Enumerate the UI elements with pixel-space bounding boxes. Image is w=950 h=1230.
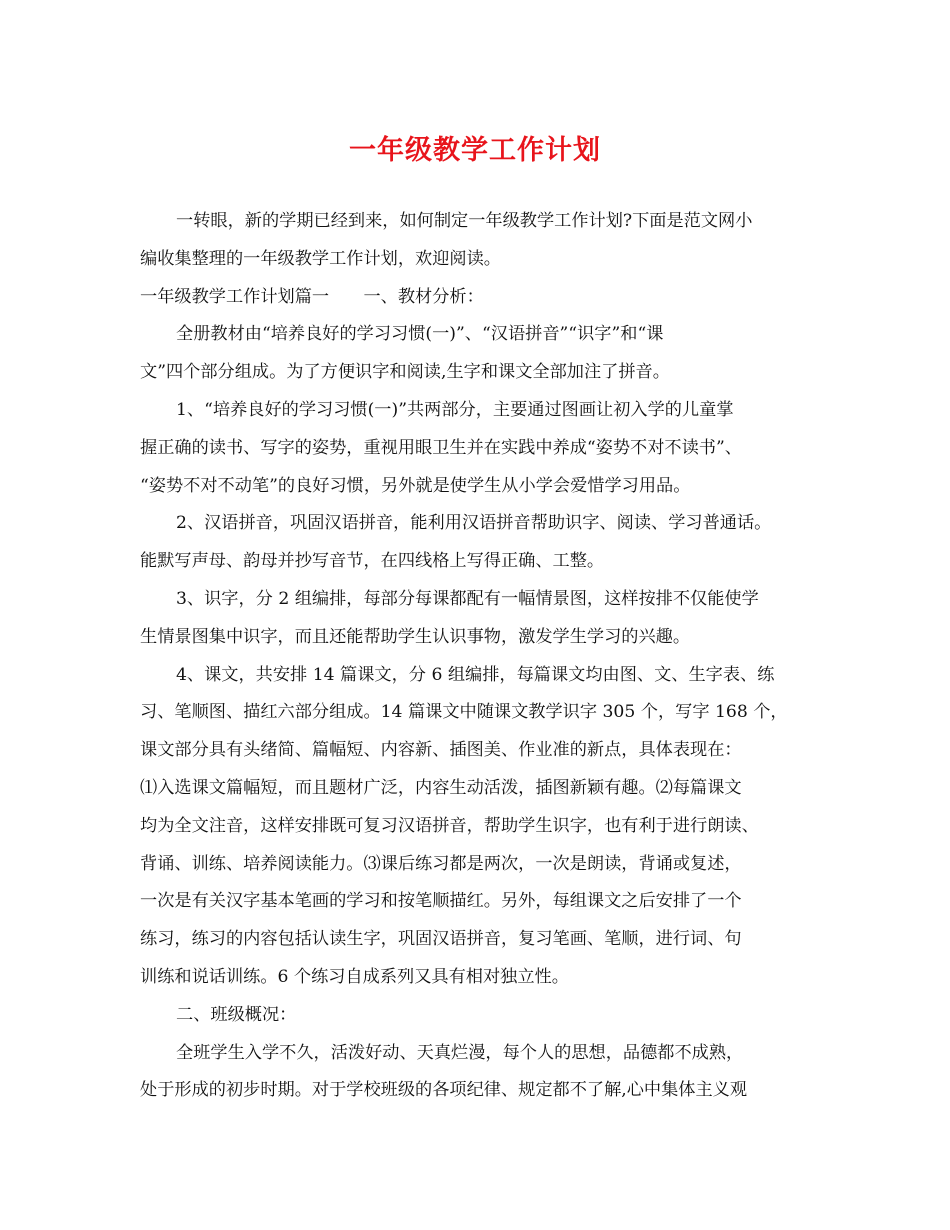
text-line: 处于形成的初步时期。对于学校班级的各项纪律、规定都不了解,心中集体主义观	[140, 1080, 748, 1101]
text-line: ⑴入选课文篇幅短，而且题材广泛，内容生动活泼，插图新颖有趣。⑵每篇课文	[140, 777, 742, 798]
text-line: 4、课文，共安排 14 篇课文，分 6 组编排，每篇课文均由图、文、生字表、练	[176, 664, 775, 685]
document-title: 一年级教学工作计划	[349, 135, 601, 166]
text-line: 文”四个部分组成。为了方便识字和阅读,生字和课文全部加注了拼音。	[140, 362, 670, 383]
text-line: 练习，练习的内容包括认读生字，巩固汉语拼音，复习笔画、笔顺，进行词、句	[140, 929, 742, 950]
text-line: 全班学生入学不久，活泼好动、天真烂漫，每个人的思想，品德都不成熟，	[176, 1042, 744, 1063]
text-line: 课文部分具有头绪简、篇幅短、内容新、插图美、作业准的新点，具体表现在：	[140, 740, 742, 761]
text-line: 握正确的读书、写字的姿势，重视用眼卫生并在实践中养成“姿势不对不读书”、	[140, 437, 742, 458]
text-line: 1、“培养良好的学习习惯(一)”共两部分，主要通过图画让初入学的儿童掌	[176, 399, 734, 420]
text-line: 均为全文注音，这样安排既可复习汉语拼音，帮助学生识字，也有利于进行朗读、	[140, 815, 759, 836]
text-line: 训练和说话训练。6 个练习自成系列又具有相对独立性。	[140, 966, 569, 987]
document-body	[140, 203, 814, 1110]
text-line: “姿势不对不动笔”的良好习惯，另外就是使学生从小学会爱惜学习用品。	[140, 475, 691, 496]
text-line: 编收集整理的一年级教学工作计划，欢迎阅读。	[140, 248, 501, 269]
text-line: 一年级教学工作计划篇一 一、教材分析：	[140, 286, 484, 307]
text-line: 能默写声母、韵母并抄写音节，在四线格上写得正确、工整。	[140, 551, 605, 572]
text-line: 2、汉语拼音，巩固汉语拼音，能利用汉语拼音帮助识字、阅读、学习普通话。	[176, 513, 772, 534]
text-line: 3、识字，分 2 组编排，每部分每课都配有一幅情景图，这样按排不仅能使学	[176, 588, 759, 609]
text-line: 一次是有关汉字基本笔画的学习和按笔顺描红。另外，每组课文之后安排了一个	[140, 891, 742, 912]
text-line: 背诵、训练、培养阅读能力。⑶课后练习都是两次，一次是朗读，背诵或复述，	[140, 853, 742, 874]
text-line: 一转眼，新的学期已经到来，如何制定一年级教学工作计划?下面是范文网小	[176, 211, 753, 231]
text-line: 习、笔顺图、描红六部分组成。14 篇课文中随课文教学识字 305 个，写字 168 个，	[140, 702, 788, 723]
text-line: 二、班级概况：	[176, 1004, 297, 1025]
text-line: 全册教材由“培养良好的学习习惯(一)”、“汉语拼音”“识字”和“课	[176, 324, 664, 345]
text-line: 生情景图集中识字，而且还能帮助学生认识事物，激发学生学习的兴趣。	[140, 626, 691, 647]
